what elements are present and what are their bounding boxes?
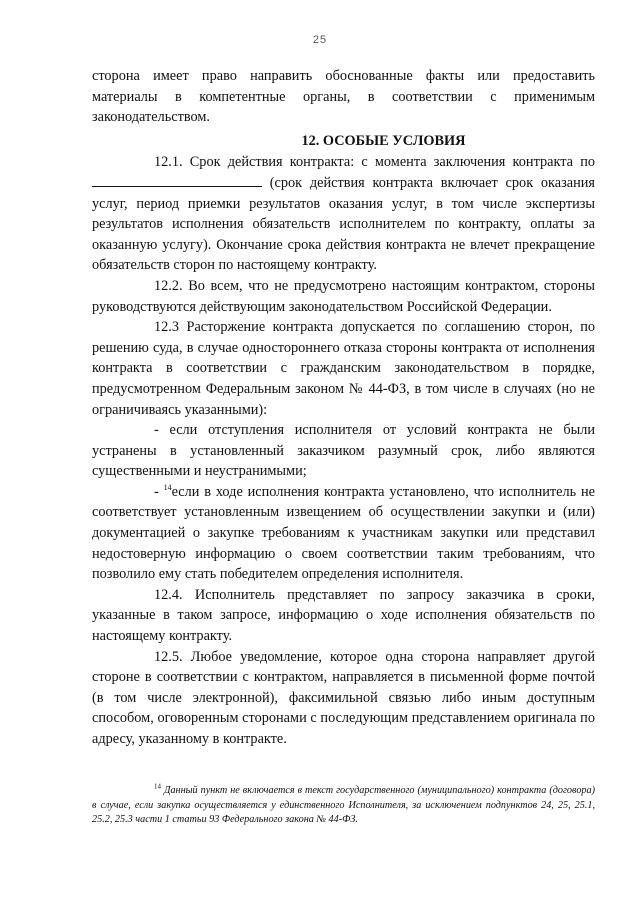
term-blank-field [92, 174, 262, 187]
footnote [92, 784, 595, 828]
footnote-text [92, 784, 595, 828]
clause-12-3-item-2-text: если в ходе исполнения контракта установлено, что исполнитель не соответствует установленным извещением об осуществлении закупки и (или) документацией о закупке требованиям к участникам закупки или представил недостоверную информацию о своем соответствии таким требованиям, что позволило ему стать победителем определения исполнителя. [92, 483, 595, 583]
clause-12-3: 12.3 Расторжение контракта допускается по соглашению сторон, по решению суда, в случае одностороннего отказа стороны контракта от исполнения контракта в соответствии с гражданским законодательством в порядке, предусмотренном Федеральным законом № 44-ФЗ, в том числе в случаях (но не ограничиваясь указанными): [92, 319, 595, 418]
clause-12-1-lead: 12.1. Срок действия контракта: с момента заключения контракта по [154, 154, 595, 171]
document-body [92, 66, 595, 750]
clause-12-3-item-2 [92, 482, 595, 585]
clause-12-5: 12.5. Любое уведомление, которое одна сторона направляет другой стороне в соответствии с контрактом, направляется в письменной форме почтой (в том числе электронной), факсимильной связью либо иным доступным способом, оговоренным сторонами с последующим представлением оригинала по адресу, указанному в контракте. [92, 648, 595, 747]
clause-12-1 [92, 152, 595, 276]
footnote-marker: 14 [154, 782, 161, 791]
footnote-reference: 14 [163, 483, 172, 493]
section-heading: 12. ОСОБЫЕ УСЛОВИЯ [301, 132, 466, 149]
clause-12-4: 12.4. Исполнитель представляет по запросу заказчика в сроки, указанные в таком запросе, информацию о ходе исполнения обязательств по настоящему контракту. [92, 586, 595, 645]
clause-12-3-item-1: - если отступления исполнителя от условий контракта не были устранены в установленный заказчиком разумный срок, либо являются существенными и неустранимыми; [92, 422, 595, 480]
clause-12-2: 12.2. Во всем, что не предусмотрено настоящим контрактом, стороны руководствуются действующим законодательством Российской Федерации. [92, 277, 595, 315]
footnote-body: Данный пункт не включается в текст государственного (муниципального) контракта (договора) в случае, если закупка осуществляется у единственного Исполнителя, за исключением подпунктов 24, 25, 25.1, 25.2, 25.3 части 1 статьи 93 Федерального закона № 44-ФЗ. [92, 785, 595, 826]
intro-paragraph: сторона имеет право направить обоснованные факты или предоставить материалы в компетентные органы, в соответствии с применимым законодательством. [92, 68, 595, 126]
list-dash: - [154, 483, 164, 500]
clause-12-1-rest: (срок действия контракта включает срок оказания услуг, период приемки результатов оказания услуг, в том числе экспертизы результатов исполнения обязательств исполнителем по контракту, оплаты за оказанную услугу). Окончание срока действия контракта не влечет прекращение обязательств сторон по настоящему контракту. [92, 174, 595, 274]
page-number: 25 [312, 34, 328, 46]
